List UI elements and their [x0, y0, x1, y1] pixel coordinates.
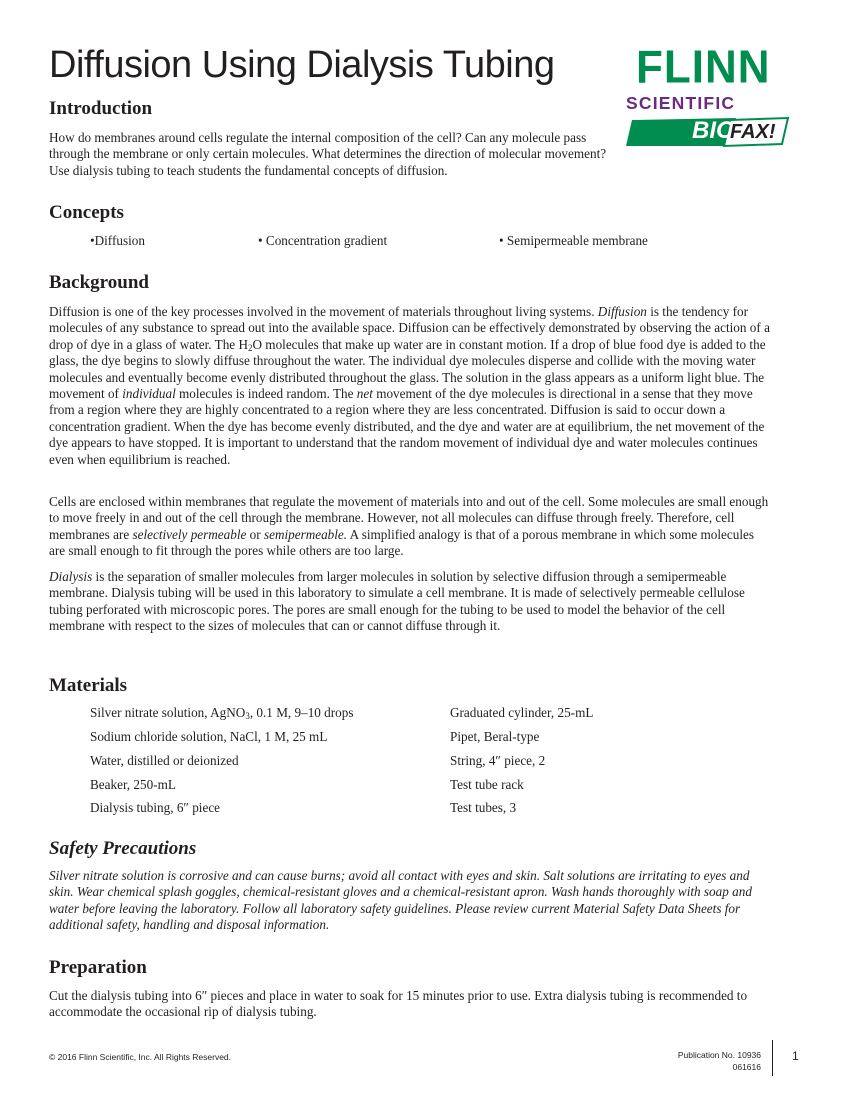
publication-number: Publication No. 10936 — [677, 1050, 761, 1060]
safety-text: Silver nitrate solution is corrosive and can cause burns; avoid all contact with eyes and skin. Salt solutions are irritating to eyes and skin. Wear chemical splash goggles, chemical-resistant gloves and a chemical-resistant apron. Wash hands thoroughly with soap and water before leaving the laboratory. Follow all laboratory safety guidelines. Please review current Material Safety Data Sheets for additional safety, handling and disposal information. — [49, 868, 752, 933]
logo-fax-text: FAX! — [730, 121, 776, 143]
logo-scientific-text: SCIENTIFIC — [626, 93, 736, 113]
material-item: Graduated cylinder, 25-mL — [450, 705, 594, 720]
material-item: Silver nitrate solution, AgNO$_3$, 0.1 M, 9–10 drops — [90, 705, 354, 721]
safety-heading: Safety Precautions — [49, 838, 197, 859]
concept-item: • Semipermeable membrane — [499, 233, 648, 248]
material-item: Beaker, 250-mL — [90, 777, 176, 792]
preparation-heading: Preparation — [49, 957, 147, 978]
preparation-text: Cut the dialysis tubing into 6″ pieces and place in water to soak for 15 minutes prior to use. Extra dialysis tubing is recommended to accommodate the occasional rip of dialysis tubing. — [49, 988, 748, 1020]
concept-item: •Diffusion — [90, 233, 145, 248]
logo-flinn-text: FLINN — [636, 41, 771, 94]
introduction-heading: Introduction — [49, 98, 153, 119]
flinn-biofax-logo — [626, 41, 796, 150]
copyright-text: © 2016 Flinn Scientific, Inc. All Rights Reserved. — [49, 1052, 232, 1062]
background-paragraph-1: Diffusion is one of the key processes involved in the movement of materials throughout living systems. Diffusion is the tendency for molecules of any substance to spread out into the available space. Diffusion can be effectively demonstrated by observing the action of a drop of dye in a glass of water. The $H_2O$ molecules that make up water are in constant motion. If a drop of blue food dye is added to the glass, the dye begins to slowly diffuse throughout the water. The individual dye molecules disperse and collide with the moving water molecules and eventually become evenly distributed throughout the glass. The solution in the glass appears as a uniform light blue. The movement of individual molecules is indeed random. The net movement of the dye molecules is directional in a sense that they move from a region where they are highly concentrated to a region where they are less concentrated. Diffusion is said to occur down a concentration gradient. When the dye has become evenly distributed, and the dye and water are at equilibrium, the net movement of the dye appears to have stopped. It is important to understand that the random movement of individual dye and water molecules continues even when equilibrium is reached. — [49, 304, 770, 467]
footer-divider — [772, 1040, 773, 1076]
materials-heading: Materials — [49, 675, 128, 696]
material-item: Pipet, Beral-type — [450, 729, 540, 744]
material-item: Water, distilled or deionized — [90, 753, 239, 768]
page-number: 1 — [792, 1049, 799, 1063]
publication-code: 061616 — [732, 1062, 761, 1072]
introduction-text: How do membranes around cells regulate the internal composition of the cell? Can any molecule pass through the membrane or only certain molecules. What determines the direction of molecular movement? Use dialysis tubing to teach students the fundamental concepts of diffusion. — [49, 130, 607, 178]
page-title: Diffusion Using Dialysis Tubing — [49, 44, 555, 86]
concept-item: • Concentration gradient — [258, 233, 388, 248]
material-item: Sodium chloride solution, NaCl, 1 M, 25 mL — [90, 729, 328, 744]
logo-bio-text: BIO — [692, 117, 735, 144]
background-paragraph-3: Dialysis is the separation of smaller molecules from larger molecules in solution by selective diffusion through a semipermeable membrane. Dialysis tubing will be used in this laboratory to simulate a cell membrane. It is made of selectively permeable cellulose tubing perforated with microscopic pores. The pores are small enough for the tubing to be used to model the behavior of the cell membrane with respect to the sizes of molecules that can or cannot diffuse through it. — [49, 569, 745, 634]
material-item: Dialysis tubing, 6″ piece — [90, 800, 221, 815]
material-item: Test tube rack — [450, 777, 524, 792]
background-heading: Background — [49, 272, 149, 293]
concepts-heading: Concepts — [49, 202, 124, 223]
material-item: String, 4″ piece, 2 — [450, 753, 546, 768]
material-item: Test tubes, 3 — [450, 800, 517, 815]
background-paragraph-2: Cells are enclosed within membranes that regulate the movement of materials into and out of the cell. Some molecules are small enough to move freely in and out of the cell through the membrane. However, not all molecules can diffuse through freely. Therefore, cell membranes are selectively permeable or semipermeable. A simplified analogy is that of a porous membrane in which some molecules are small enough to fit through the pores while others are too large. — [49, 494, 769, 559]
